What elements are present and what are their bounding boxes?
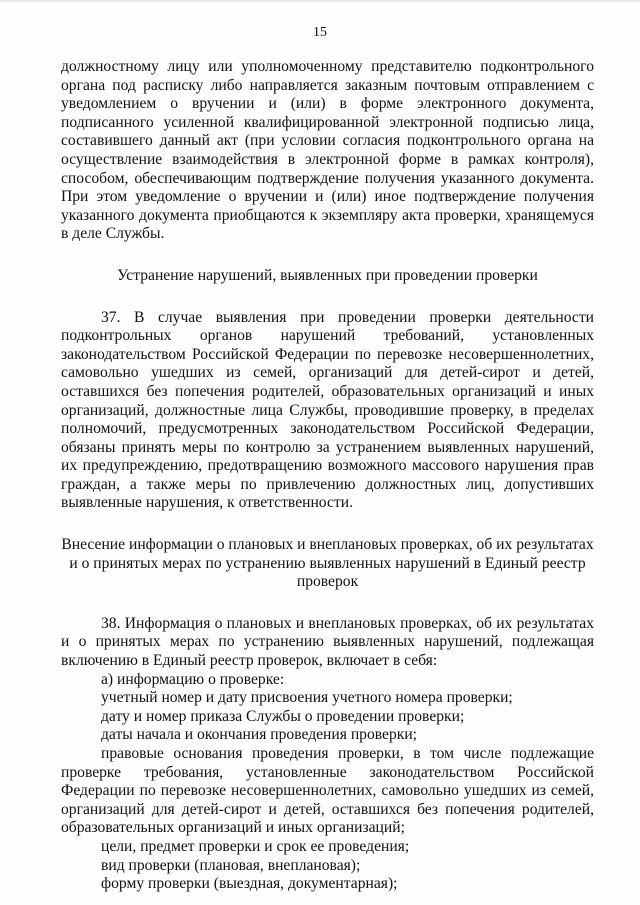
paragraph-continuation: должностному лицу или уполномоченному представителю подконтрольного органа под расписку либо направляется заказным почтовым отправлением с уведомлением о вручении и (или) в форме электронного документа, подписанного усиленной квалифицированной электронной подписью лица, составившего данный акт (при условии согласия подконтрольного органа на осуществление взаимодействия в электронной форме в рамках контроля), способом, обеспечивающим подтверждение получения указанного документа. При этом уведомление о вручении и (или) иное подтверждение получения указанного документа приобщаются к экземпляру акта проверки, хранящемуся в деле Службы.: [61, 58, 594, 243]
spacer: [61, 286, 594, 309]
list-item: а) информацию о проверке:: [101, 670, 285, 688]
spacer: [61, 592, 594, 615]
paragraph-38: 38. Информация о плановых и внеплановых проверках, об их результатах и о принятых мерах по устранению выявленных нарушений, подлежащая включению в Единый реестр проверок, включает в себя:: [61, 614, 594, 670]
scan-edge: [0, 0, 640, 2]
list-item: форму проверки (выездная, документарная);: [101, 875, 398, 893]
page-number: 15: [313, 25, 327, 40]
list-item: вид проверки (плановая, внеплановая);: [101, 856, 361, 874]
list-item: учетный номер и дату присвоения учетного номера проверки;: [101, 689, 513, 707]
list-item: дату и номер приказа Службы о проведении проверки;: [101, 707, 465, 725]
list-item: даты начала и окончания проведения проверки;: [101, 726, 418, 744]
section-heading-violations: Устранение нарушений, выявленных при проведении проверки: [117, 266, 538, 284]
list-item: правовые основания проведения проверки, в том числе подлежащие проверке требования, установленные законодательством Российской Федерации по перевозке несовершеннолетних, самовольно ушедших из семей, организаций для детей-сирот и детей, оставшихся без попечения родителей, образовательных организаций и иных организаций;: [61, 745, 594, 837]
section-heading-registry: Внесение информации о плановых и внеплановых проверках, об их результатах и о принятых мерах по устранению выявленных нарушений в Единый реестр проверок: [61, 536, 594, 591]
document-body: [61, 58, 594, 894]
list-item: цели, предмет проверки и срок ее проведения;: [101, 837, 410, 855]
paragraph-37: 37. В случае выявления при проведении проверки деятельности подконтрольных органов нарушений требований, установленных законодательством Российской Федерации по перевозке несовершеннолетних, самовольно ушедших из семей, организаций для детей-сирот и детей, оставшихся без попечения родителей, образовательных организаций и иных организаций, должностные лица Службы, проводившие проверку, в пределах полномочий, предусмотренных законодательством Российской Федерации, обязаны принять меры по контролю за устранением выявленных нарушений, их предупреждению, предотвращению возможного массового нарушения прав граждан, а также меры по привлечению должностных лиц, допустивших выявленные нарушения, к ответственности.: [61, 308, 594, 512]
spacer: [61, 244, 594, 267]
spacer: [61, 513, 594, 536]
